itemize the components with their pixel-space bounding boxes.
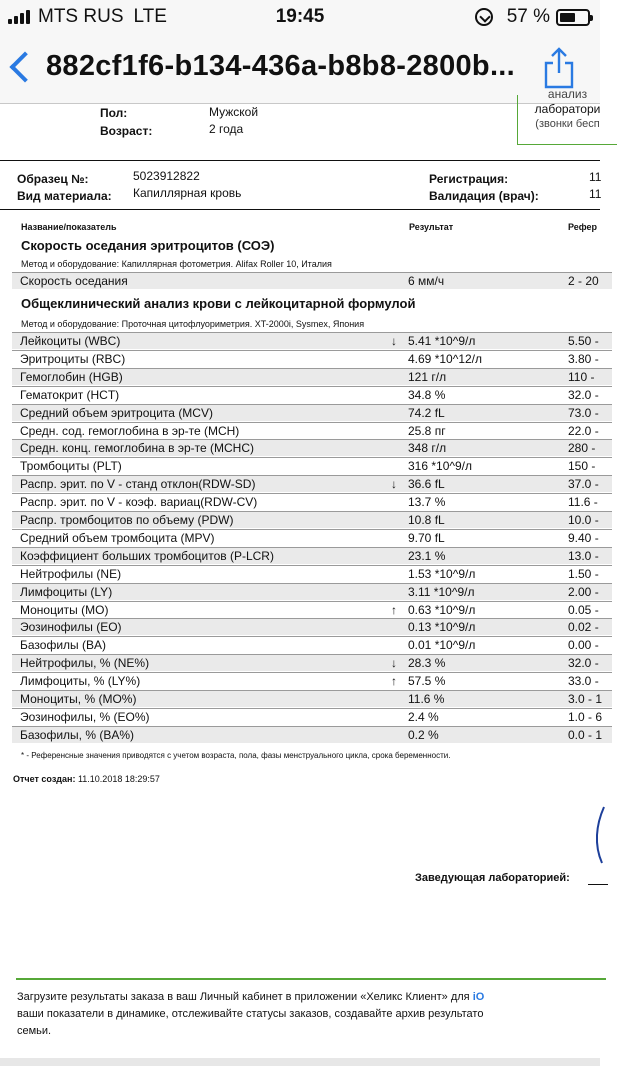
- lab-box-line3: (звонки бесп: [535, 118, 600, 130]
- table-row: [12, 332, 612, 349]
- table-row: [12, 439, 612, 456]
- row-reference: 110 -: [568, 369, 595, 384]
- column-header-result: Результат: [409, 222, 454, 232]
- section-title-esr: Скорость оседания эритроцитов (СОЭ): [21, 238, 275, 253]
- row-reference: 73.0 -: [568, 405, 599, 420]
- row-name: Распр. эрит. по V - станд отклон(RDW-SD): [20, 477, 256, 492]
- row-reference: 2 - 20: [568, 274, 599, 288]
- table-row: [12, 708, 612, 725]
- table-row: [12, 565, 612, 582]
- row-name: Распр. тромбоцитов по объему (PDW): [20, 513, 234, 527]
- row-reference: 10.0 -: [568, 513, 599, 527]
- row-result: 316 *10^9/л: [408, 459, 473, 474]
- registration-value: 11: [589, 170, 602, 184]
- table-row: [12, 493, 612, 510]
- row-result: 10.8 fL: [408, 513, 445, 527]
- row-name: Скорость оседания: [20, 274, 128, 288]
- row-name: Нейтрофилы (NE): [20, 566, 122, 581]
- head-of-lab-label: Заведующая лабораторией:: [415, 872, 570, 884]
- reference-footnote: * - Референсные значения приводятся с учетом возраста, пола, фазы менструального цикла, срока беременности.: [21, 751, 451, 760]
- material-label: Вид материала:: [17, 189, 112, 203]
- promo-line2: ваши показатели в динамике, отслеживайте статусы заказов, создавайте архив результато: [17, 1008, 484, 1020]
- row-result: 74.2 fL: [408, 405, 445, 420]
- status-bar: [0, 0, 600, 34]
- row-result: 0.13 *10^9/л: [408, 620, 476, 635]
- row-reference: 13.0 -: [568, 548, 599, 563]
- carrier-name: MTS RUS: [38, 6, 124, 27]
- row-flag-icon: ↓: [391, 334, 397, 348]
- age-label: Возраст:: [100, 124, 153, 138]
- row-result: 3.11 *10^9/л: [408, 584, 475, 599]
- column-header-name: Название/показатель: [21, 222, 117, 232]
- section-title-cbc: Общеклинический анализ крови с лейкоцитарной формулой: [21, 296, 416, 311]
- row-name: Тромбоциты (PLT): [20, 459, 122, 474]
- table-row: [12, 422, 612, 439]
- signature-line: [588, 884, 608, 885]
- table-row: [12, 529, 612, 546]
- table-row: [12, 636, 612, 653]
- row-name: Эритроциты (RBC): [20, 351, 126, 366]
- promo-line1: Загрузите результаты заказа в ваш Личный кабинет в приложении «Хеликс Клиент» для: [17, 991, 473, 1003]
- signature-stroke: [592, 805, 606, 865]
- sample-number-value: 5023912822: [133, 169, 200, 183]
- row-result: 11.6 %: [408, 692, 445, 706]
- row-reference: 11.6 -: [568, 495, 598, 510]
- table-row: [12, 583, 612, 600]
- row-reference: 22.0 -: [568, 423, 599, 438]
- row-reference: 0.00 -: [568, 638, 599, 653]
- table-row: [12, 672, 612, 689]
- row-name: Средний объем тромбоцита (MPV): [20, 530, 215, 545]
- row-reference: 1.50 -: [568, 566, 599, 581]
- row-result: 28.3 %: [408, 656, 446, 671]
- age-value: 2 года: [209, 122, 244, 136]
- validation-label: Валидация (врач):: [429, 189, 539, 203]
- lab-box-line2: лаборатори: [534, 102, 601, 116]
- row-result: 25.8 пг: [408, 423, 446, 438]
- row-reference: 2.00 -: [568, 584, 599, 599]
- registration-label: Регистрация:: [429, 172, 509, 186]
- network-type: LTE: [133, 6, 167, 27]
- row-result: 57.5 %: [408, 674, 446, 689]
- divider: [0, 160, 600, 161]
- report-created-label: Отчет создан:: [13, 774, 76, 784]
- status-right: [475, 6, 590, 28]
- promo-divider: [16, 978, 606, 980]
- row-reference: 150 -: [568, 459, 596, 474]
- row-result: 5.41 *10^9/л: [408, 334, 476, 348]
- bottom-bar: [0, 1058, 600, 1066]
- document-title: 882cf1f6-b134-436a-b8b8-2800b...: [46, 50, 516, 82]
- validation-value: 11: [589, 187, 602, 201]
- row-flag-icon: ↑: [391, 602, 397, 617]
- row-name: Гемоглобин (HGB): [20, 369, 123, 384]
- row-reference: 0.0 - 1: [568, 727, 603, 742]
- section-method-esr: Метод и оборудование: Капиллярная фотометрия. Alifax Roller 10, Италия: [21, 259, 332, 269]
- promo-text: [17, 989, 607, 1040]
- row-result: 0.63 *10^9/л: [408, 602, 476, 617]
- row-result: 121 г/л: [408, 369, 447, 384]
- row-name: Средн. сод. гемоглобина в эр-те (MCH): [20, 423, 240, 438]
- table-row: [12, 511, 612, 528]
- row-reference: 3.0 - 1: [568, 692, 603, 706]
- sex-label: Пол:: [100, 106, 128, 120]
- row-name: Коэффициент больших тромбоцитов (P-LCR): [20, 548, 274, 563]
- row-name: Моноциты, % (MO%): [20, 692, 137, 706]
- row-result: 0.2 %: [408, 727, 439, 742]
- row-flag-icon: ↑: [391, 674, 397, 689]
- row-result: 13.7 %: [408, 495, 446, 510]
- report-created: [13, 774, 160, 784]
- sample-number-label: Образец №:: [17, 172, 89, 186]
- battery-icon: [556, 9, 590, 26]
- table-row: [12, 726, 612, 743]
- clock: 19:45: [275, 6, 325, 27]
- table-row: [12, 618, 612, 635]
- row-result: 2.4 %: [408, 709, 439, 724]
- column-header-reference: Рефер: [568, 222, 598, 232]
- row-reference: 5.50 -: [568, 334, 599, 348]
- row-reference: 33.0 -: [568, 674, 599, 689]
- row-name: Моноциты (MO): [20, 602, 109, 617]
- section-method-cbc: Метод и оборудование: Проточная цитофлуориметрия. XT-2000i, Sysmex, Япония: [21, 319, 365, 329]
- promo-brand-link[interactable]: iO: [472, 991, 485, 1003]
- row-name: Базофилы (BA): [20, 638, 106, 653]
- table-row: [12, 654, 612, 671]
- row-result: 6 мм/ч: [408, 274, 445, 288]
- divider: [0, 209, 600, 210]
- share-icon[interactable]: [544, 47, 574, 89]
- row-reference: 0.05 -: [568, 602, 599, 617]
- promo-line3: семьи.: [17, 1025, 52, 1037]
- rotation-lock-icon: [475, 8, 493, 26]
- row-result: 0.01 *10^9/л: [408, 638, 476, 653]
- row-result: 4.69 *10^12/л: [408, 351, 483, 366]
- table-row: [12, 404, 612, 421]
- row-name: Лейкоциты (WBC): [20, 334, 121, 348]
- table-row: [12, 601, 612, 618]
- row-result: 1.53 *10^9/л: [408, 566, 476, 581]
- row-name: Гематокрит (HCT): [20, 387, 120, 402]
- row-result: 34.8 %: [408, 387, 446, 402]
- row-name: Средний объем эритроцита (MCV): [20, 405, 213, 420]
- row-result: 36.6 fL: [408, 477, 445, 492]
- row-name: Лимфоциты (LY): [20, 584, 113, 599]
- battery-percent: 57 %: [506, 6, 550, 27]
- sex-value: Мужской: [209, 105, 259, 119]
- row-name: Лимфоциты, % (LY%): [20, 674, 141, 689]
- row-result: 348 г/л: [408, 441, 447, 456]
- table-row: [12, 690, 612, 707]
- row-name: Эозинофилы (EO): [20, 620, 122, 635]
- row-name: Базофилы, % (BA%): [20, 727, 134, 742]
- row-reference: 32.0 -: [568, 656, 599, 671]
- table-row: [12, 350, 612, 367]
- row-flag-icon: ↓: [391, 477, 397, 492]
- lab-box-line1: анализ: [547, 87, 588, 101]
- row-reference: 9.40 -: [568, 530, 599, 545]
- row-result: 9.70 fL: [408, 530, 445, 545]
- material-value: Капиллярная кровь: [133, 186, 242, 200]
- table-row: [12, 272, 612, 289]
- back-chevron-icon[interactable]: [9, 51, 40, 82]
- row-name: Эозинофилы, % (EO%): [20, 709, 150, 724]
- table-row: [12, 475, 612, 492]
- row-reference: 1.0 - 6: [568, 709, 603, 724]
- report-created-value: 11.10.2018 18:29:57: [77, 774, 160, 784]
- row-reference: 32.0 -: [568, 387, 599, 402]
- navigation-bar: [0, 34, 600, 104]
- table-row: [12, 386, 612, 403]
- row-reference: 0.02 -: [568, 620, 599, 635]
- row-name: Распр. эрит. по V - коэф. вариац(RDW-CV): [20, 495, 258, 510]
- table-row: [12, 368, 612, 385]
- row-name: Средн. конц. гемоглобина в эр-те (MCHC): [20, 441, 254, 456]
- row-flag-icon: ↓: [391, 656, 397, 671]
- row-result: 23.1 %: [408, 548, 446, 563]
- row-reference: 280 -: [568, 441, 596, 456]
- row-reference: 3.80 -: [568, 351, 599, 366]
- lab-contact-box: [517, 87, 617, 145]
- row-reference: 37.0 -: [568, 477, 599, 492]
- lab-report-document: [0, 87, 603, 1066]
- row-name: Нейтрофилы, % (NE%): [20, 656, 150, 671]
- table-row: [12, 547, 612, 564]
- table-row: [12, 457, 612, 474]
